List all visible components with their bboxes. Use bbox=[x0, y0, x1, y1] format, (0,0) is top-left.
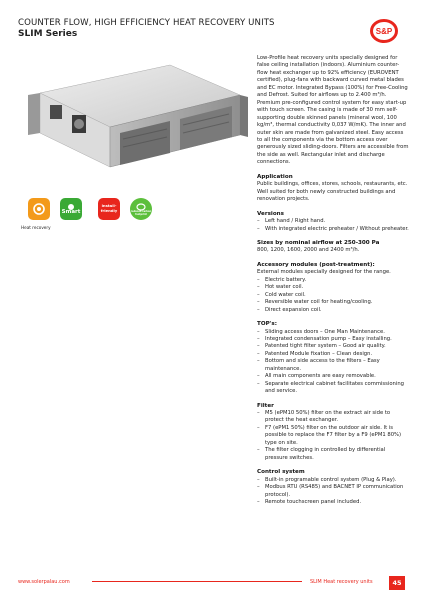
svg-text:S&P: S&P bbox=[375, 27, 393, 36]
smart-badge bbox=[60, 198, 82, 220]
sizes-heading: Sizes by nominal airflow at 250-300 Pa bbox=[257, 239, 380, 246]
product-image bbox=[20, 55, 250, 210]
list-item: – The filter clogging in controlled by differential pressure switches. bbox=[257, 447, 409, 462]
list-item: – Direct expansion coil. bbox=[257, 307, 409, 314]
application-section bbox=[257, 174, 409, 204]
install-friendly-badge bbox=[98, 198, 120, 220]
footer-series-label: SLIM Heat recovery units bbox=[310, 579, 373, 585]
accessory-text: External modules specially designed for the range. bbox=[257, 269, 391, 276]
footer-website-link[interactable]: www.solerpalau.com bbox=[18, 579, 70, 585]
list-item: – All main components are easy removable. bbox=[257, 373, 409, 380]
list-item: – Cold water coil. bbox=[257, 292, 409, 299]
heat-recovery-badge bbox=[21, 198, 51, 230]
list-item: – Separate electrical cabinet facilitates commissioning and service. bbox=[257, 381, 409, 396]
footer-divider bbox=[92, 581, 302, 582]
list-item: – Reversible water coil for heating/cooling. bbox=[257, 299, 409, 306]
series-subtitle: SLIM Series bbox=[18, 29, 78, 39]
application-heading: Application bbox=[257, 173, 293, 180]
list-item: – Built-in programable control system (Plug & Play). bbox=[257, 477, 409, 484]
list-item: – Integrated condensation pump – Easy installing. bbox=[257, 336, 409, 343]
list-item: – Left hand / Right hand. bbox=[257, 218, 409, 225]
tops-section bbox=[257, 321, 409, 396]
list-item: – M5 (ePM10 50%) filter on the extract air side to protect the heat exchanger. bbox=[257, 410, 409, 425]
control-heading: Control system bbox=[257, 469, 305, 476]
list-item: – Patented Module fixation – Clean design. bbox=[257, 351, 409, 358]
list-item: – Bottom and side access to the filters – Easy maintenance. bbox=[257, 358, 409, 373]
s-and-p-logo-icon bbox=[369, 18, 399, 44]
install-friendly-label: install-friendly bbox=[100, 203, 118, 213]
list-item: – Patented tight filter system – Good air quality. bbox=[257, 343, 409, 350]
filter-heading: Filter bbox=[257, 402, 274, 409]
versions-heading: Versions bbox=[257, 210, 284, 217]
versions-section bbox=[257, 211, 409, 233]
control-section bbox=[257, 469, 409, 506]
description-column bbox=[257, 55, 409, 506]
heat-recovery-icon bbox=[28, 198, 50, 220]
intro-text: Low-Profile heat recovery units specially designed for false ceiling installation (indoors). Aluminium counter-flow heat exchanger up to 92% efficiency (EUROVENT certified), plug-fans with backward curved metal blades and EC motor. Integrated Bypass (100%) for Free-Cooling and Defrost. Suited for airflows up to 2.400 m³/h. Premium pre-configured control system for easy start-up with touch screen. The casing is made of 30 mm self-supporting double skinned panels (mineral wool, 100 kg/m³, thermal conductivity 0,037 W/mK). The inner and outer skin are made from galvanized steel. Easy access to all the components via the bottom access over generously sized sliding-doors. Filters are accessible from the side as well. Rectangular inlet and discharge connections. bbox=[257, 55, 409, 166]
list-item: – With integrated electric preheater / Without preheater. bbox=[257, 226, 409, 233]
sizes-section bbox=[257, 240, 409, 255]
list-item: – Remote touchscreen panel included. bbox=[257, 499, 409, 506]
page-title: COUNTER FLOW, HIGH EFFICIENCY HEAT RECOVERY UNITS bbox=[18, 18, 275, 28]
filter-section bbox=[257, 403, 409, 463]
list-item: – Hot water coil. bbox=[257, 284, 409, 291]
list-item: – F7 (ePM1 50%) filter on the outdoor air side. It is possible to replace the F7 filter by a F9 (ePM1 80%) type on site. bbox=[257, 425, 409, 447]
list-item: – Electric battery. bbox=[257, 277, 409, 284]
sizes-text: 800, 1200, 1600, 2000 and 2400 m³/h. bbox=[257, 247, 360, 254]
eco-label: reduced carbon footprint bbox=[130, 210, 152, 216]
tops-heading: TOP's: bbox=[257, 321, 277, 328]
eco-badge bbox=[130, 198, 152, 220]
heat-recovery-label: Heat recovery bbox=[21, 225, 51, 230]
page-number: 45 bbox=[389, 576, 405, 590]
accessory-section bbox=[257, 262, 409, 314]
list-item: – Sliding access doors – One Man Maintenance. bbox=[257, 329, 409, 336]
accessory-heading: Accessory modules (post-treatment): bbox=[257, 261, 375, 268]
application-text: Public buildings, offices, stores, schools, restaurants, etc. Well suited for both newly constructed buildings and renovation projects. bbox=[257, 181, 408, 203]
list-item: – Modbus RTU (RS485) and BACNET IP communication protocol). bbox=[257, 484, 409, 499]
smart-label: Smart bbox=[61, 209, 81, 215]
